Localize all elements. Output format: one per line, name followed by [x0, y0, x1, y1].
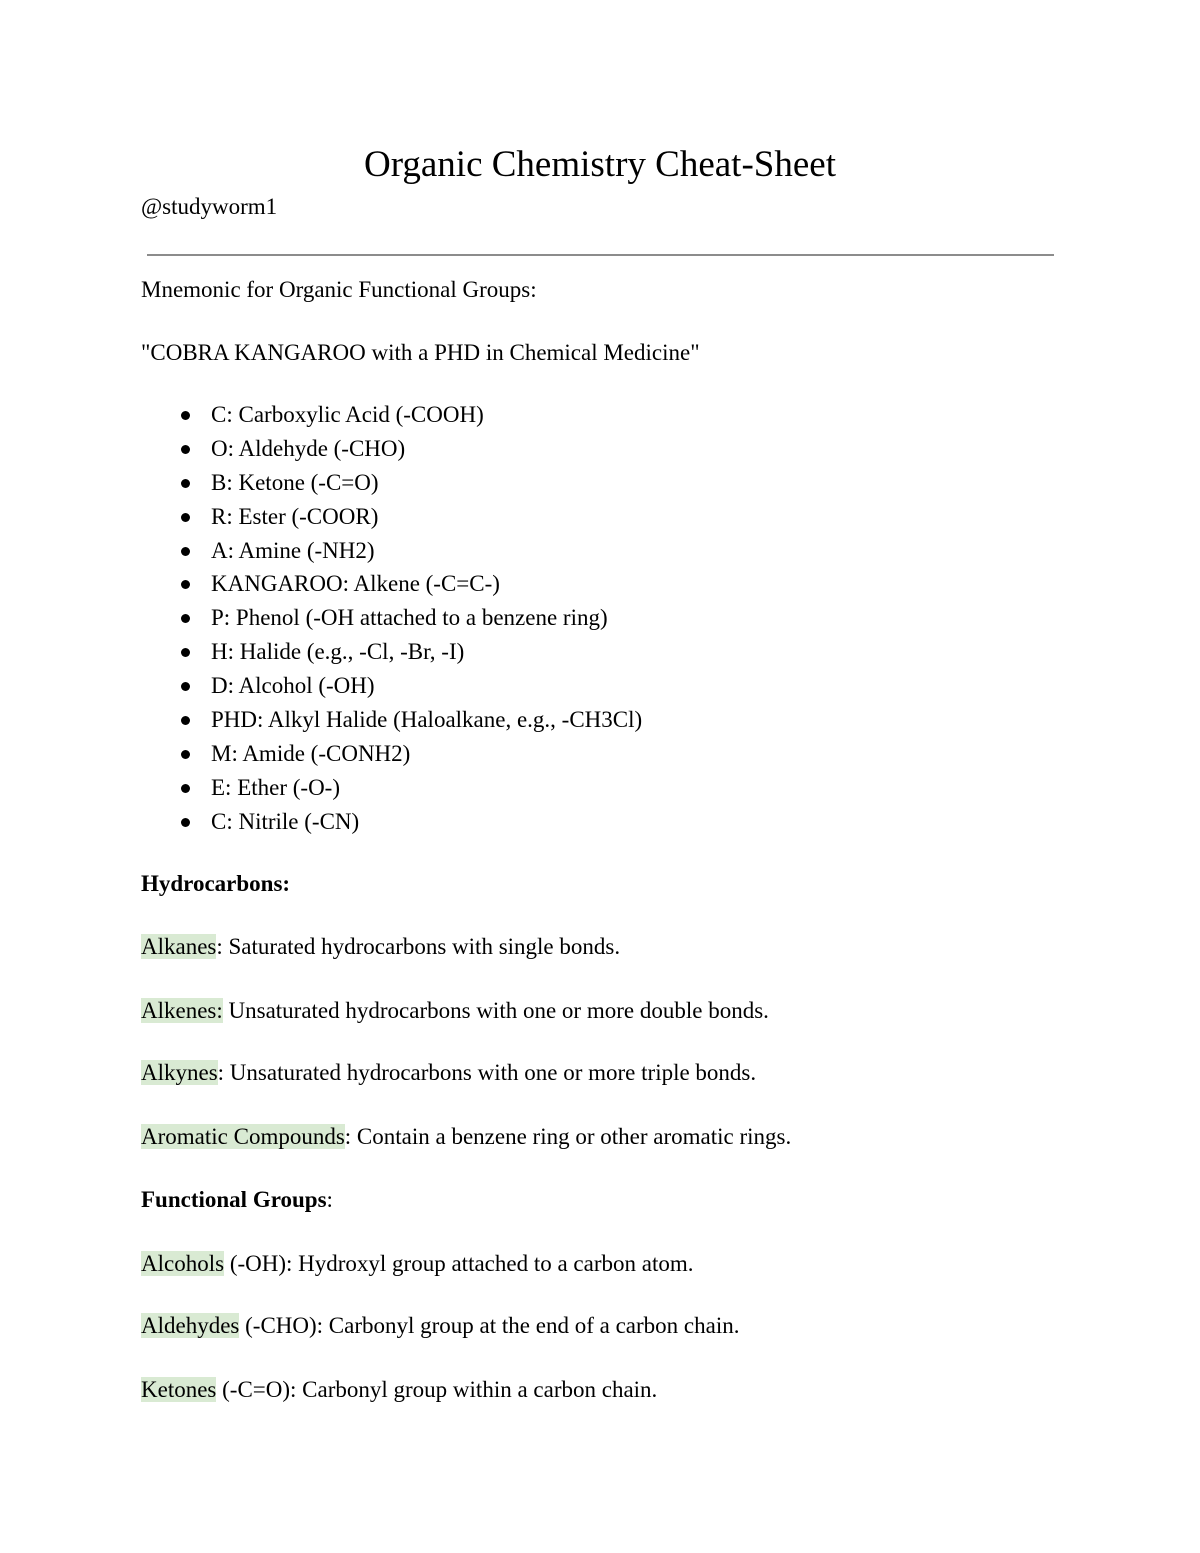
list-item: D: Alcohol (-OH)	[141, 672, 642, 706]
list-item: P: Phenol (-OH attached to a benzene ring)	[141, 604, 642, 638]
definition-alcohols	[141, 1250, 694, 1278]
list-item: E: Ether (-O-)	[141, 774, 642, 808]
author-handle: @studyworm1	[141, 194, 278, 219]
horizontal-divider	[147, 254, 1054, 256]
definition-text: (-CHO): Carbonyl group at the end of a carbon chain.	[239, 1313, 740, 1338]
highlighted-term: Aromatic Compounds	[141, 1124, 345, 1149]
highlighted-term: Aldehydes	[141, 1313, 240, 1338]
definition-text: : Saturated hydrocarbons with single bonds.	[216, 934, 621, 959]
definition-text: : Contain a benzene ring or other aromatic rings.	[344, 1124, 792, 1149]
list-item: O: Aldehyde (-CHO)	[141, 435, 642, 469]
hydrocarbons-heading: Hydrocarbons:	[141, 871, 291, 896]
definition-text: : Unsaturated hydrocarbons with one or more triple bonds.	[217, 1060, 757, 1085]
list-item: R: Ester (-COOR)	[141, 503, 642, 537]
mnemonic-heading: Mnemonic for Organic Functional Groups:	[141, 277, 537, 302]
list-item: M: Amide (-CONH2)	[141, 740, 642, 774]
page-title: Organic Chemistry Cheat-Sheet	[364, 144, 836, 185]
definition-aldehydes	[141, 1312, 739, 1340]
mnemonic-phrase: "COBRA KANGAROO with a PHD in Chemical Medicine"	[141, 340, 700, 365]
highlighted-term: Alkanes	[141, 934, 217, 959]
mnemonic-list	[141, 401, 642, 842]
bullet-icon	[181, 479, 190, 488]
highlighted-term: Alkenes:	[141, 998, 223, 1023]
definition-text: (-OH): Hydroxyl group attached to a carbon atom.	[224, 1251, 694, 1276]
functional-groups-heading: Functional Groups:	[141, 1187, 333, 1212]
bullet-icon	[181, 445, 190, 454]
bullet-icon	[181, 614, 190, 623]
bullet-icon	[181, 818, 190, 827]
bullet-icon	[181, 648, 190, 657]
highlighted-term: Ketones	[141, 1377, 217, 1402]
bullet-icon	[181, 411, 190, 420]
definition-text: (-C=O): Carbonyl group within a carbon chain.	[216, 1377, 658, 1402]
bullet-icon	[181, 682, 190, 691]
list-item: A: Amine (-NH2)	[141, 537, 642, 571]
definition-alkenes	[141, 997, 769, 1025]
definition-alkynes	[141, 1059, 756, 1087]
highlighted-term: Alcohols	[141, 1251, 225, 1276]
definition-ketones	[141, 1376, 657, 1404]
bullet-icon	[181, 547, 190, 556]
list-item: C: Carboxylic Acid (-COOH)	[141, 401, 642, 435]
bullet-icon	[181, 580, 190, 589]
bullet-icon	[181, 784, 190, 793]
bullet-icon	[181, 716, 190, 725]
list-item: KANGAROO: Alkene (-C=C-)	[141, 570, 642, 604]
list-item: C: Nitrile (-CN)	[141, 808, 642, 842]
list-item: B: Ketone (-C=O)	[141, 469, 642, 503]
bullet-icon	[181, 750, 190, 759]
definition-aromatic-compounds	[141, 1123, 791, 1151]
list-item: PHD: Alkyl Halide (Haloalkane, e.g., -CH3Cl)	[141, 706, 642, 740]
bullet-icon	[181, 513, 190, 522]
highlighted-term: Alkynes	[141, 1060, 218, 1085]
definition-alkanes	[141, 933, 620, 961]
list-item: H: Halide (e.g., -Cl, -Br, -I)	[141, 638, 642, 672]
definition-text: Unsaturated hydrocarbons with one or more double bonds.	[222, 998, 769, 1023]
